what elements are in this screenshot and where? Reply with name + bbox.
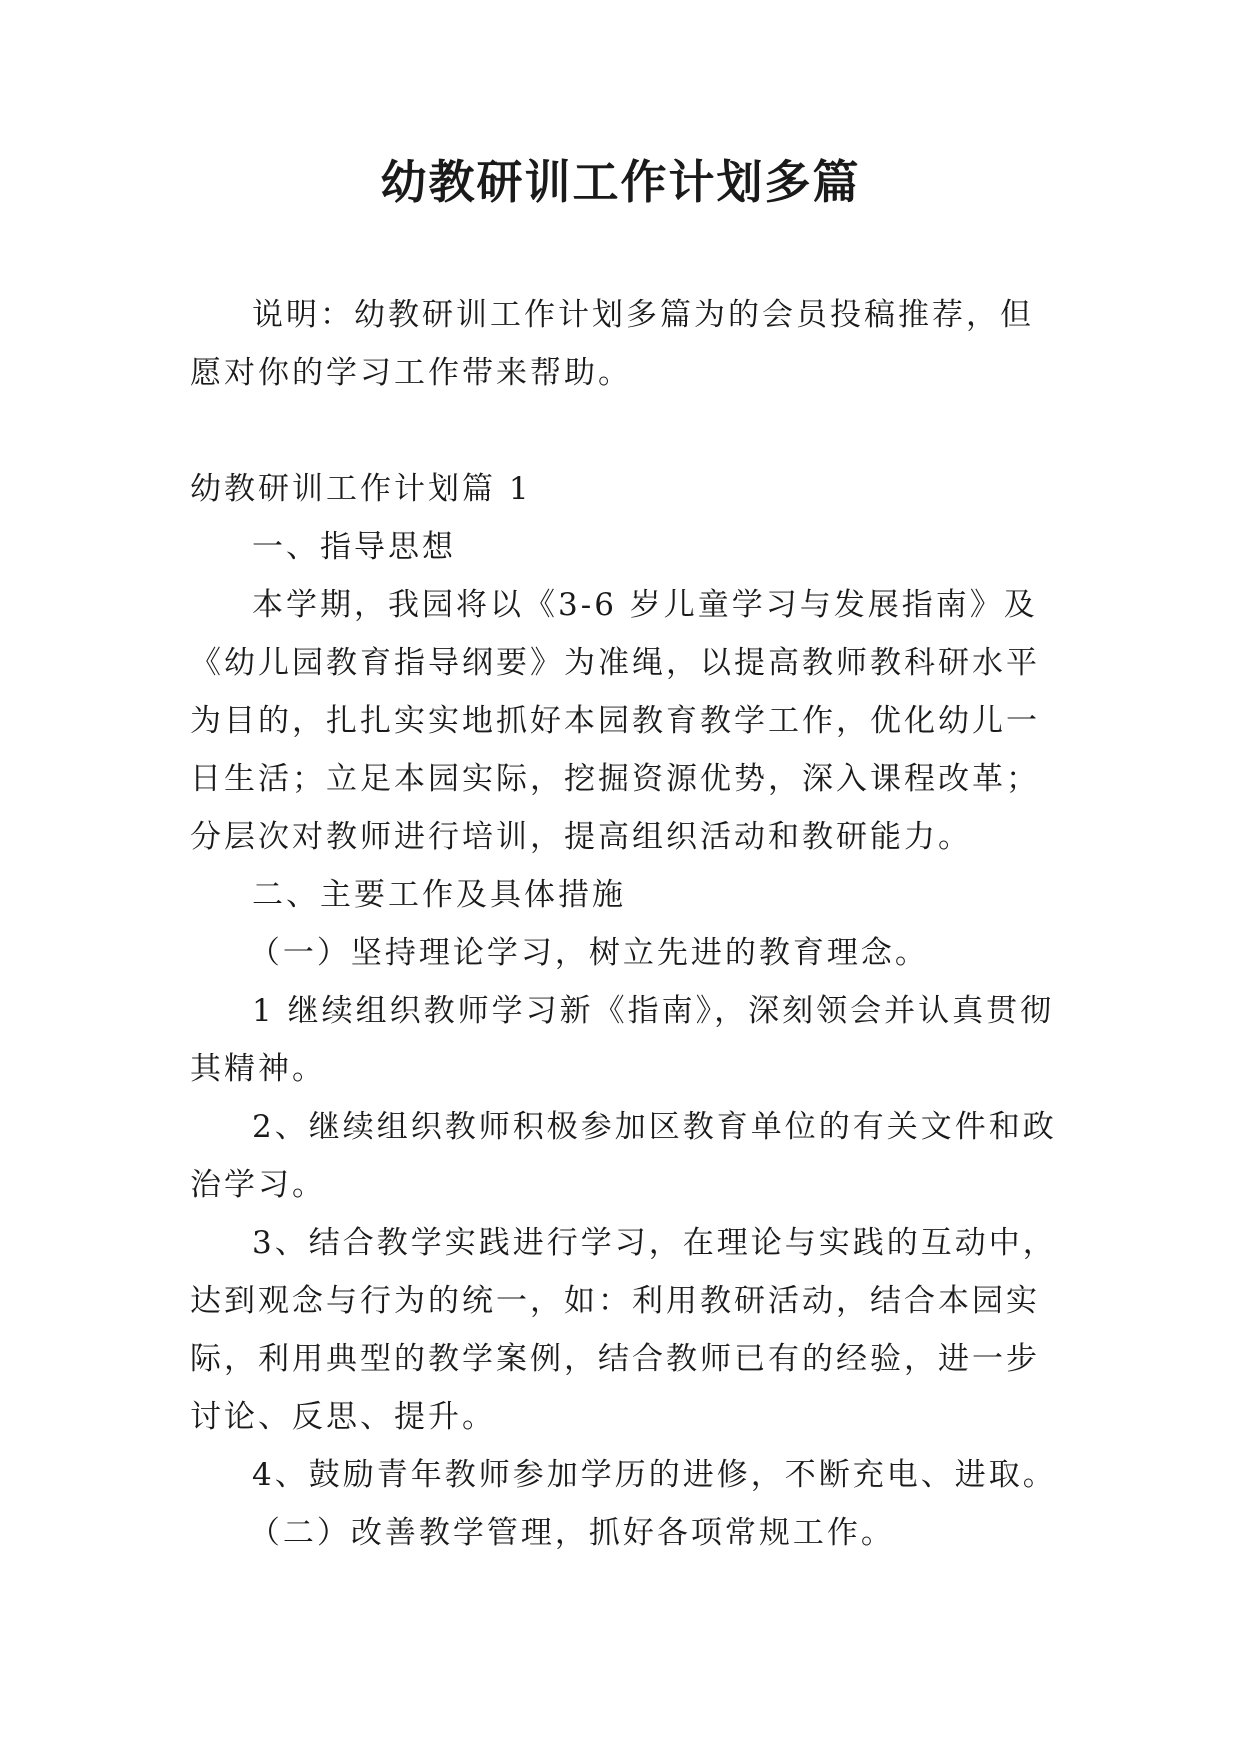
article-section xyxy=(190,460,1060,1562)
intro-paragraph: 说明：幼教研训工作计划多篇为的会员投稿推荐，但愿对你的学习工作带来帮助。 xyxy=(190,297,1034,391)
list-item-2: 2、继续组织教师积极参加区教育单位的有关文件和政治学习。 xyxy=(190,1109,1057,1203)
section-heading-guiding-ideology: 一、指导思想 xyxy=(252,529,456,565)
subsection-heading-teaching-management: （二）改善教学管理，抓好各项常规工作。 xyxy=(248,1515,895,1551)
section-heading-main-work: 二、主要工作及具体措施 xyxy=(252,877,626,913)
document-title: 幼教研训工作计划多篇 xyxy=(380,155,861,209)
intro-section xyxy=(190,286,1060,402)
list-item-3: 3、结合教学实践进行学习，在理论与实践的互动中，达到观念与行为的统一，如：利用教研活动，结合本园实际，利用典型的教学案例，结合教师已有的经验，进一步讨论、反思、提升。 xyxy=(190,1225,1057,1435)
article-heading: 幼教研训工作计划篇 1 xyxy=(190,471,532,507)
list-item-4: 4、鼓励青年教师参加学历的进修，不断充电、进取。 xyxy=(252,1457,1057,1493)
subsection-heading-theory-study: （一）坚持理论学习，树立先进的教育理念。 xyxy=(248,935,929,971)
list-item-1: 1 继续组织教师学习新《指南》，深刻领会并认真贯彻其精神。 xyxy=(190,993,1055,1087)
paragraph-guiding-ideology: 本学期，我园将以《3-6 岁儿童学习与发展指南》及《幼儿园教育指导纲要》为准绳，以提高教师教科研水平为目的，扎扎实实地抓好本园教育教学工作，优化幼儿一日生活；立足本园实际，挖掘资源优势，深入课程改革；分层次对教师进行培训，提高组织活动和教研能力。 xyxy=(190,587,1040,855)
